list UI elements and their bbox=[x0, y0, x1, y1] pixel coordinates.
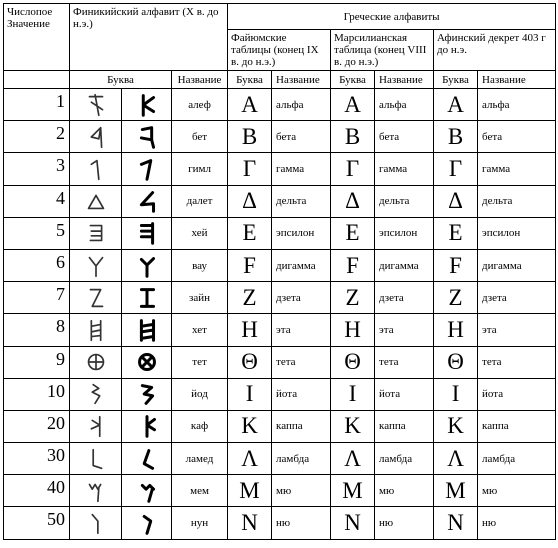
marseille-letter: Z bbox=[331, 282, 375, 314]
phoenician-name: хей bbox=[172, 217, 228, 249]
fayum-name: дельта bbox=[272, 185, 331, 217]
athens-name: альфа bbox=[478, 89, 556, 121]
number-value: 10 bbox=[4, 378, 70, 410]
athens-letter: Z bbox=[434, 282, 478, 314]
ph-letter-subheader: Буква bbox=[70, 71, 172, 89]
fayum-name: йота bbox=[272, 378, 331, 410]
marseille-name: тета bbox=[375, 346, 434, 378]
fayum-letter: E bbox=[228, 217, 272, 249]
athens-letter: H bbox=[434, 314, 478, 346]
fayum-name: гамма bbox=[272, 153, 331, 185]
glyph-cell bbox=[122, 475, 172, 507]
glyph-cell bbox=[70, 282, 122, 314]
athens-letter: B bbox=[434, 121, 478, 153]
fayum-header: Файюмские таблицы (конец IX в. до н.э.) bbox=[228, 30, 331, 71]
fayum-letter: I bbox=[228, 378, 272, 410]
number-header-line1: Числопое bbox=[7, 6, 53, 18]
marseille-letter: A bbox=[331, 89, 375, 121]
number-value: 20 bbox=[4, 410, 70, 442]
athens-letter: M bbox=[434, 475, 478, 507]
number-value: 1 bbox=[4, 89, 70, 121]
number-subheader-empty bbox=[4, 71, 70, 89]
number-value: 8 bbox=[4, 314, 70, 346]
marseille-letter: Θ bbox=[331, 346, 375, 378]
marseille-letter: H bbox=[331, 314, 375, 346]
athens-name: бета bbox=[478, 121, 556, 153]
fayum-name: тета bbox=[272, 346, 331, 378]
fayum-name: эта bbox=[272, 314, 331, 346]
glyph-cell bbox=[122, 121, 172, 153]
fayum-name: бета bbox=[272, 121, 331, 153]
table-row bbox=[4, 314, 556, 346]
tet-archaic-icon bbox=[82, 348, 110, 376]
lamed-icon bbox=[133, 445, 161, 473]
fayum-letter: M bbox=[228, 475, 272, 507]
het-icon bbox=[133, 316, 161, 344]
glyph-cell bbox=[70, 185, 122, 217]
waw-archaic-icon bbox=[82, 252, 110, 280]
glyph-cell bbox=[122, 185, 172, 217]
fayum-letter: Γ bbox=[228, 153, 272, 185]
glyph-cell bbox=[70, 314, 122, 346]
marseille-letter: Δ bbox=[331, 185, 375, 217]
mem-archaic-icon bbox=[82, 477, 110, 505]
fayum-letter: N bbox=[228, 507, 272, 539]
glyph-cell bbox=[122, 443, 172, 475]
athens-name: ню bbox=[478, 507, 556, 539]
marseille-letter: K bbox=[331, 410, 375, 442]
fayum-name: эпсилон bbox=[272, 217, 331, 249]
athens-letter-subheader: Буква bbox=[434, 71, 478, 89]
lamed-archaic-icon bbox=[82, 445, 110, 473]
athens-name: каппа bbox=[478, 410, 556, 442]
glyph-cell bbox=[70, 121, 122, 153]
number-value: 4 bbox=[4, 185, 70, 217]
zayin-archaic-icon bbox=[82, 284, 110, 312]
marseille-letter: Γ bbox=[331, 153, 375, 185]
table-row bbox=[4, 346, 556, 378]
dalet-archaic-icon bbox=[82, 187, 110, 215]
glyph-cell bbox=[122, 314, 172, 346]
number-value: 7 bbox=[4, 282, 70, 314]
fayum-letter: Δ bbox=[228, 185, 272, 217]
marseille-name: каппа bbox=[375, 410, 434, 442]
glyph-cell bbox=[70, 89, 122, 121]
number-value: 2 bbox=[4, 121, 70, 153]
he-icon bbox=[133, 219, 161, 247]
table-row bbox=[4, 507, 556, 539]
marseille-name: мю bbox=[375, 475, 434, 507]
table-row bbox=[4, 89, 556, 121]
athens-name: гамма bbox=[478, 153, 556, 185]
athens-name: дельта bbox=[478, 185, 556, 217]
bet-icon bbox=[133, 123, 161, 151]
marseille-letter: M bbox=[331, 475, 375, 507]
phoenician-name: вау bbox=[172, 249, 228, 281]
ph-name-subheader: Название bbox=[172, 71, 228, 89]
marseille-name: эта bbox=[375, 314, 434, 346]
fayum-name: каппа bbox=[272, 410, 331, 442]
athens-letter: N bbox=[434, 507, 478, 539]
fayum-letter: A bbox=[228, 89, 272, 121]
fayum-letter: B bbox=[228, 121, 272, 153]
kaf-icon bbox=[133, 412, 161, 440]
glyph-cell bbox=[70, 410, 122, 442]
glyph-cell bbox=[122, 282, 172, 314]
athens-name: тета bbox=[478, 346, 556, 378]
fayum-letter: F bbox=[228, 249, 272, 281]
table-row bbox=[4, 282, 556, 314]
table-row bbox=[4, 378, 556, 410]
glyph-cell bbox=[122, 410, 172, 442]
athens-name-subheader: Название bbox=[478, 71, 556, 89]
marseille-name: дигамма bbox=[375, 249, 434, 281]
marseille-letter: Λ bbox=[331, 443, 375, 475]
phoenician-name: бет bbox=[172, 121, 228, 153]
glyph-cell bbox=[122, 378, 172, 410]
yod-archaic-icon bbox=[82, 380, 110, 408]
glyph-cell bbox=[122, 249, 172, 281]
fayum-name: ню bbox=[272, 507, 331, 539]
phoenician-name: хет bbox=[172, 314, 228, 346]
glyph-cell bbox=[70, 507, 122, 539]
glyph-cell bbox=[70, 378, 122, 410]
marseille-letter: E bbox=[331, 217, 375, 249]
glyph-cell bbox=[122, 346, 172, 378]
phoenician-name: зайн bbox=[172, 282, 228, 314]
marseille-letter: I bbox=[331, 378, 375, 410]
fayum-letter: Θ bbox=[228, 346, 272, 378]
glyph-cell bbox=[70, 153, 122, 185]
marseille-name: альфа bbox=[375, 89, 434, 121]
marseille-header: Марсилианская таблица (конец VIII в. до н.э.) bbox=[331, 30, 434, 71]
phoenician-name: каф bbox=[172, 410, 228, 442]
aleph-archaic-icon bbox=[82, 91, 110, 119]
nun-icon bbox=[133, 509, 161, 537]
marseille-name-subheader: Название bbox=[375, 71, 434, 89]
phoenician-name: алеф bbox=[172, 89, 228, 121]
marseille-letter: F bbox=[331, 249, 375, 281]
number-value: 50 bbox=[4, 507, 70, 539]
het-archaic-icon bbox=[82, 316, 110, 344]
marseille-name: бета bbox=[375, 121, 434, 153]
marseille-name: дельта bbox=[375, 185, 434, 217]
athens-letter: A bbox=[434, 89, 478, 121]
table-row bbox=[4, 443, 556, 475]
athens-letter: Θ bbox=[434, 346, 478, 378]
athens-name: мю bbox=[478, 475, 556, 507]
glyph-cell bbox=[122, 89, 172, 121]
glyph-cell bbox=[70, 475, 122, 507]
dalet-icon bbox=[133, 187, 161, 215]
he-archaic-icon bbox=[82, 219, 110, 247]
marseille-letter: B bbox=[331, 121, 375, 153]
number-header-line2: Значение bbox=[7, 18, 50, 30]
number-value: 40 bbox=[4, 475, 70, 507]
mem-icon bbox=[133, 477, 161, 505]
athens-name: ламбда bbox=[478, 443, 556, 475]
fayum-name-subheader: Название bbox=[272, 71, 331, 89]
athens-name: эпсилон bbox=[478, 217, 556, 249]
fayum-letter: Λ bbox=[228, 443, 272, 475]
table-row bbox=[4, 121, 556, 153]
fayum-name: дзета bbox=[272, 282, 331, 314]
athens-name: дзета bbox=[478, 282, 556, 314]
fayum-letter: K bbox=[228, 410, 272, 442]
phoenician-name: тет bbox=[172, 346, 228, 378]
fayum-name: ламбда bbox=[272, 443, 331, 475]
table-row bbox=[4, 410, 556, 442]
number-value: 3 bbox=[4, 153, 70, 185]
phoenician-name: мем bbox=[172, 475, 228, 507]
athens-header: Афинский декрет 403 г до н.э. bbox=[434, 30, 556, 71]
phoenician-name: ламед bbox=[172, 443, 228, 475]
marseille-letter: N bbox=[331, 507, 375, 539]
marseille-name: йота bbox=[375, 378, 434, 410]
number-value: 9 bbox=[4, 346, 70, 378]
gimel-icon bbox=[133, 155, 161, 183]
alphabet-table bbox=[3, 3, 556, 540]
marseille-name: дзета bbox=[375, 282, 434, 314]
table-row bbox=[4, 185, 556, 217]
marseille-name: ню bbox=[375, 507, 434, 539]
table-row bbox=[4, 249, 556, 281]
fayum-letter: Z bbox=[228, 282, 272, 314]
phoenician-name: гимл bbox=[172, 153, 228, 185]
glyph-cell bbox=[70, 346, 122, 378]
fayum-name: альфа bbox=[272, 89, 331, 121]
fayum-name: дигамма bbox=[272, 249, 331, 281]
number-header bbox=[4, 4, 70, 71]
phoenician-name: далет bbox=[172, 185, 228, 217]
glyph-cell bbox=[122, 153, 172, 185]
fayum-letter: H bbox=[228, 314, 272, 346]
bet-archaic-icon bbox=[82, 123, 110, 151]
fayum-letter-subheader: Буква bbox=[228, 71, 272, 89]
phoenician-name: йод bbox=[172, 378, 228, 410]
yod-icon bbox=[133, 380, 161, 408]
number-value: 6 bbox=[4, 249, 70, 281]
table-row bbox=[4, 153, 556, 185]
athens-name: эта bbox=[478, 314, 556, 346]
glyph-cell bbox=[122, 217, 172, 249]
table-row bbox=[4, 217, 556, 249]
athens-letter: K bbox=[434, 410, 478, 442]
table-row bbox=[4, 475, 556, 507]
number-value: 30 bbox=[4, 443, 70, 475]
marseille-letter-subheader: Буква bbox=[331, 71, 375, 89]
glyph-cell bbox=[70, 443, 122, 475]
gimel-archaic-icon bbox=[82, 155, 110, 183]
athens-letter: Γ bbox=[434, 153, 478, 185]
phoenician-name: нун bbox=[172, 507, 228, 539]
athens-letter: E bbox=[434, 217, 478, 249]
glyph-cell bbox=[70, 249, 122, 281]
kaf-archaic-icon bbox=[82, 412, 110, 440]
marseille-name: ламбда bbox=[375, 443, 434, 475]
phoenician-header: Финикийский алфавит (Х в. до н.э.) bbox=[70, 4, 228, 71]
athens-letter: F bbox=[434, 249, 478, 281]
fayum-name: мю bbox=[272, 475, 331, 507]
marseille-name: гамма bbox=[375, 153, 434, 185]
nun-archaic-icon bbox=[82, 509, 110, 537]
marseille-name: эпсилон bbox=[375, 217, 434, 249]
tet-icon bbox=[133, 348, 161, 376]
aleph-icon bbox=[133, 91, 161, 119]
zayin-icon bbox=[133, 284, 161, 312]
waw-icon bbox=[133, 252, 161, 280]
glyph-cell bbox=[122, 507, 172, 539]
athens-letter: Λ bbox=[434, 443, 478, 475]
number-value: 5 bbox=[4, 217, 70, 249]
athens-name: йота bbox=[478, 378, 556, 410]
athens-letter: I bbox=[434, 378, 478, 410]
athens-letter: Δ bbox=[434, 185, 478, 217]
glyph-cell bbox=[70, 217, 122, 249]
athens-name: дигамма bbox=[478, 249, 556, 281]
greek-alphabets-header: Греческие алфавиты bbox=[228, 4, 556, 30]
